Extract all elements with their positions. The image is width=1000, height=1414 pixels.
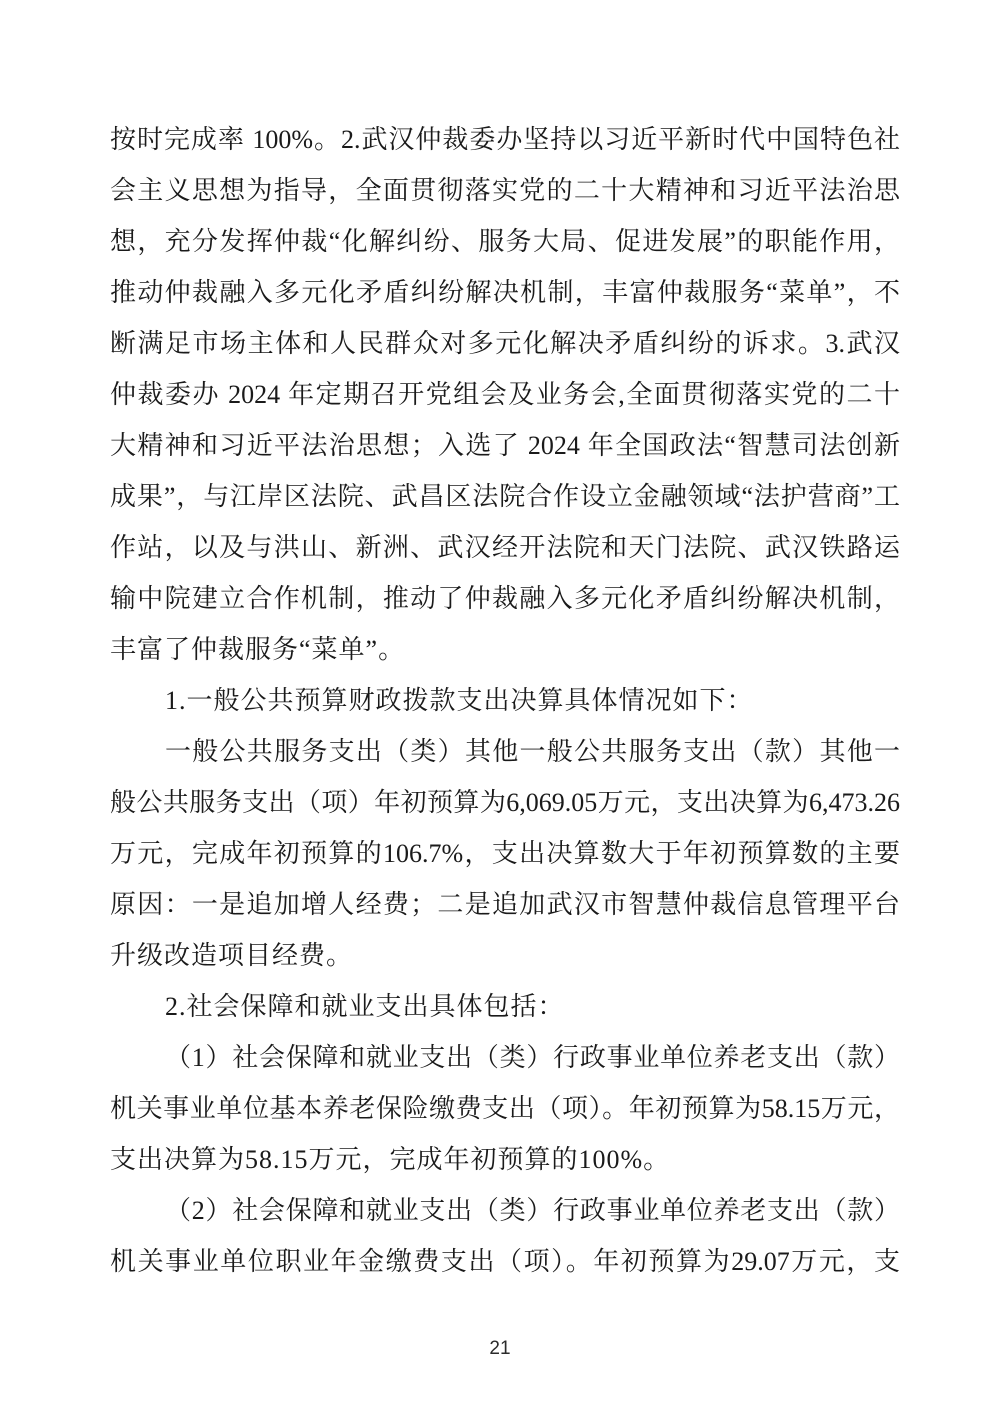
- text-line: （1）社会保障和就业支出（类）行政事业单位养老支出（款）: [165, 1043, 900, 1072]
- text-line: 仲裁委办 2024 年定期召开党组会及业务会,全面贯彻落实党的二十: [110, 380, 900, 409]
- text-line: 升级改造项目经费。: [110, 941, 354, 970]
- text-line: 原因：一是追加增人经费；二是追加武汉市智慧仲裁信息管理平台: [110, 890, 900, 919]
- text-line: 机关事业单位基本养老保险缴费支出（项）。年初预算为58.15万元，: [110, 1094, 900, 1123]
- text-line: 作站，以及与洪山、新洲、武汉经开法院和天门法院、武汉铁路运: [110, 533, 900, 562]
- text-line: 万元，完成年初预算的106.7%，支出决算数大于年初预算数的主要: [110, 839, 900, 868]
- text-line: 机关事业单位职业年金缴费支出（项）。年初预算为29.07万元，支: [110, 1247, 900, 1276]
- text-line: 按时完成率 100%。2.武汉仲裁委办坚持以习近平新时代中国特色社: [110, 125, 900, 154]
- text-line: 想，充分发挥仲裁“化解纠纷、服务大局、促进发展”的职能作用，: [110, 227, 900, 256]
- text-line: 大精神和习近平法治思想；入选了 2024 年全国政法“智慧司法创新: [110, 431, 900, 460]
- text-line: 般公共服务支出（项）年初预算为6,069.05万元，支出决算为6,473.26: [110, 788, 900, 817]
- text-line: 输中院建立合作机制，推动了仲裁融入多元化矛盾纠纷解决机制，: [110, 584, 900, 613]
- text-line: （2）社会保障和就业支出（类）行政事业单位养老支出（款）: [165, 1196, 900, 1225]
- text-line: 1.一般公共预算财政拨款支出决算具体情况如下：: [165, 686, 754, 715]
- text-line: 会主义思想为指导，全面贯彻落实党的二十大精神和习近平法治思: [110, 176, 900, 205]
- text-line: 断满足市场主体和人民群众对多元化解决矛盾纠纷的诉求。3.武汉: [110, 329, 900, 358]
- text-line: 2.社会保障和就业支出具体包括：: [165, 992, 565, 1021]
- text-line: 丰富了仲裁服务“菜单”。: [110, 635, 406, 664]
- text-line: 一般公共服务支出（类）其他一般公共服务支出（款）其他一: [165, 737, 900, 766]
- text-line: 支出决算为58.15万元，完成年初预算的100%。: [110, 1145, 671, 1174]
- document-body: [110, 114, 900, 1287]
- text-line: 推动仲裁融入多元化矛盾纠纷解决机制，丰富仲裁服务“菜单”，不: [110, 278, 900, 307]
- page-number: 21: [489, 1338, 511, 1359]
- text-line: 成果”，与江岸区法院、武昌区法院合作设立金融领域“法护营商”工: [110, 482, 900, 511]
